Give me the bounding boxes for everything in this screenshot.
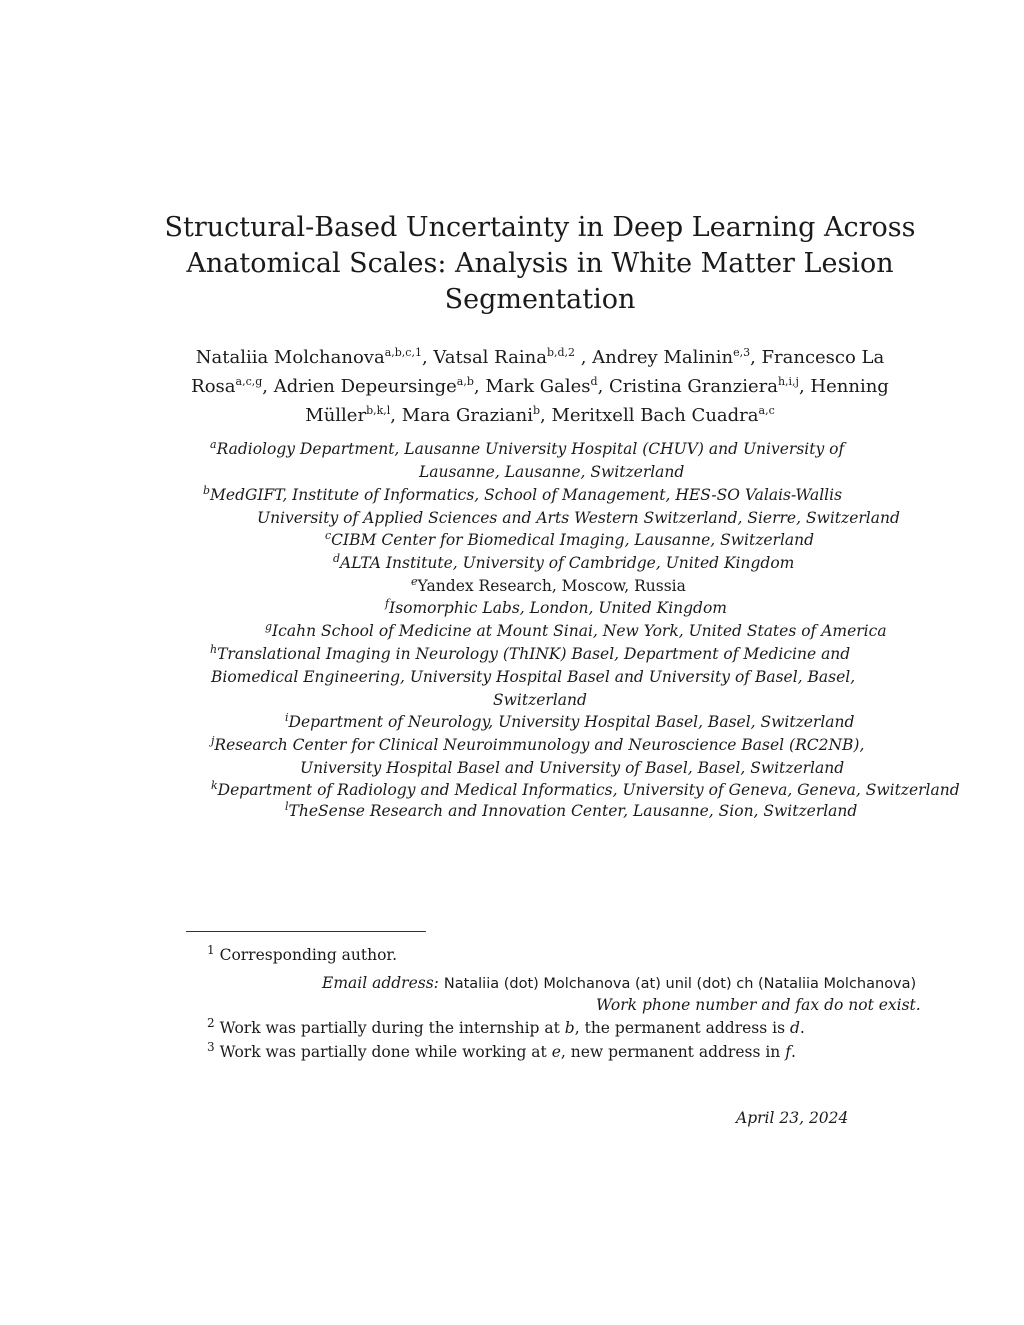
author-affiliation-mark: a,b,c,1 <box>384 346 422 359</box>
author-name: Nataliia Molchanova <box>195 347 385 368</box>
author-name: , Adrien Depeursinge <box>262 376 457 397</box>
affiliation-text: CIBM Center for Biomedical Imaging, Lausanne, Switzerland <box>331 531 815 549</box>
affiliation-mark: j <box>211 733 215 747</box>
footnote-1 <box>207 944 397 966</box>
footnote-text: Work was partially done while working at <box>219 1043 552 1061</box>
author-affiliation-mark: a,c,g <box>235 375 263 388</box>
affiliation-b-cont <box>257 507 900 529</box>
footnote-text: , new permanent address in <box>560 1043 786 1061</box>
title-line: Anatomical Scales: Analysis in White Matter Lesion <box>186 248 894 279</box>
affiliation-text: Translational Imaging in Neurology (ThINK) Basel, Department of Medicine and <box>217 645 851 663</box>
author-name: , Mark Gales <box>473 376 591 397</box>
date-text: April 23, 2024 <box>736 1109 849 1127</box>
author-affiliation-mark: d <box>590 375 598 388</box>
footnote-mark: 3 <box>207 1039 215 1054</box>
affiliation-mark: k <box>211 778 218 792</box>
author-name: , Andrey Malinin <box>575 347 734 368</box>
affiliation-mark: d <box>333 551 341 565</box>
author-name: Rosa <box>191 376 236 397</box>
footnote-text: Corresponding author. <box>219 946 398 964</box>
affiliation-f <box>385 597 727 619</box>
affiliation-text: Yandex Research, Moscow, Russia <box>417 577 686 595</box>
author-name: , Mara Graziani <box>390 405 533 426</box>
affiliation-text: Lausanne, Lausanne, Switzerland <box>419 463 685 481</box>
footnote-ref: d <box>789 1019 800 1037</box>
author-name: , Vatsal Raina <box>421 347 547 368</box>
affiliation-text: University Hospital Basel and University of Basel, Basel, Switzerland <box>300 759 845 777</box>
affiliation-mark: i <box>285 710 289 724</box>
affiliation-h <box>210 643 850 665</box>
author-affiliation-mark: h,i,j <box>777 375 799 388</box>
author-affiliation-mark: a,c <box>758 404 775 417</box>
footnote-email <box>322 972 916 995</box>
email-value: Nataliia (dot) Molchanova (at) unil (dot) ch (Nataliia Molchanova) <box>443 976 917 992</box>
footnote-ref: f <box>785 1043 791 1061</box>
footnote-divider <box>186 931 426 932</box>
affiliation-a <box>210 438 844 460</box>
footnote-ref: b <box>564 1019 575 1037</box>
affiliation-text: MedGIFT, Institute of Informatics, School of Management, HES-SO Valais-Wallis <box>210 486 843 504</box>
affiliation-mark: c <box>325 528 332 542</box>
author-affiliation-mark: e,3 <box>733 346 751 359</box>
author-name: , Francesco La <box>750 347 885 368</box>
author-line <box>140 343 940 372</box>
affiliation-i <box>285 711 854 733</box>
affiliation-text: Department of Neurology, University Hospital Basel, Basel, Switzerland <box>288 713 855 731</box>
footnote-text: . <box>790 1043 796 1061</box>
author-affiliation-mark: b,d,2 <box>546 346 576 359</box>
footnote-phone-note <box>596 994 921 1016</box>
affiliation-a-cont <box>419 461 684 483</box>
affiliation-text: University of Applied Sciences and Arts Western Switzerland, Sierre, Switzerland <box>257 509 900 527</box>
footnote-mark: 1 <box>207 942 215 957</box>
affiliation-j <box>211 734 864 756</box>
affiliation-g <box>265 620 887 642</box>
affiliation-text: Radiology Department, Lausanne University Hospital (CHUV) and University of <box>216 440 845 458</box>
affiliation-text: ALTA Institute, University of Cambridge, United Kingdom <box>340 554 795 572</box>
email-label: Email address: <box>322 974 439 992</box>
author-name: Müller <box>305 405 367 426</box>
author-name: , Henning <box>798 376 889 397</box>
author-list <box>140 343 940 430</box>
affiliation-mark: g <box>265 619 273 633</box>
affiliation-mark: f <box>385 596 390 610</box>
affiliation-h-cont <box>493 689 587 711</box>
affiliation-mark: a <box>210 437 217 451</box>
footnote-text: Work was partially during the internship at <box>219 1019 565 1037</box>
affiliation-mark: l <box>285 799 289 813</box>
affiliation-c <box>325 529 814 551</box>
footnote-2 <box>207 1017 805 1039</box>
paper-title <box>150 210 930 318</box>
affiliation-mark: h <box>210 642 218 656</box>
author-line <box>140 372 940 401</box>
affiliation-d <box>333 552 794 574</box>
author-affiliation-mark: b <box>532 404 541 417</box>
title-line: Structural-Based Uncertainty in Deep Learning Across <box>164 212 916 243</box>
affiliation-text: Switzerland <box>493 691 587 709</box>
phone-note-text: Work phone number and fax do not exist. <box>596 996 921 1014</box>
author-affiliation-mark: b,k,l <box>366 404 391 417</box>
footnote-mark: 2 <box>207 1015 215 1030</box>
affiliation-h-cont <box>211 666 855 688</box>
footnote-3 <box>207 1041 796 1063</box>
author-name: , Cristina Granziera <box>597 376 778 397</box>
affiliation-j-cont <box>300 757 844 779</box>
paper-date <box>736 1107 848 1129</box>
footnote-text: , the permanent address is <box>574 1019 790 1037</box>
affiliation-mark: b <box>203 483 211 497</box>
affiliation-text: Isomorphic Labs, London, United Kingdom <box>389 599 728 617</box>
affiliation-k <box>211 779 960 801</box>
affiliation-mark: e <box>411 574 418 588</box>
footnote-text: . <box>799 1019 805 1037</box>
affiliation-text: TheSense Research and Innovation Center, Lausanne, Sion, Switzerland <box>288 802 858 820</box>
affiliation-text: Icahn School of Medicine at Mount Sinai, New York, United States of America <box>272 622 887 640</box>
affiliation-b <box>203 484 842 506</box>
affiliation-text: Biomedical Engineering, University Hospital Basel and University of Basel, Basel, <box>211 668 856 686</box>
author-line <box>140 401 940 430</box>
title-line: Segmentation <box>444 284 636 315</box>
author-affiliation-mark: a,b <box>456 375 474 388</box>
affiliation-text: Department of Radiology and Medical Informatics, University of Geneva, Geneva, Switzerland <box>217 781 960 799</box>
affiliation-text: Research Center for Clinical Neuroimmunology and Neuroscience Basel (RC2NB), <box>214 736 865 754</box>
affiliation-e <box>411 575 686 597</box>
footnote-ref: e <box>551 1043 561 1061</box>
affiliation-l <box>285 800 857 822</box>
author-name: , Meritxell Bach Cuadra <box>540 405 759 426</box>
